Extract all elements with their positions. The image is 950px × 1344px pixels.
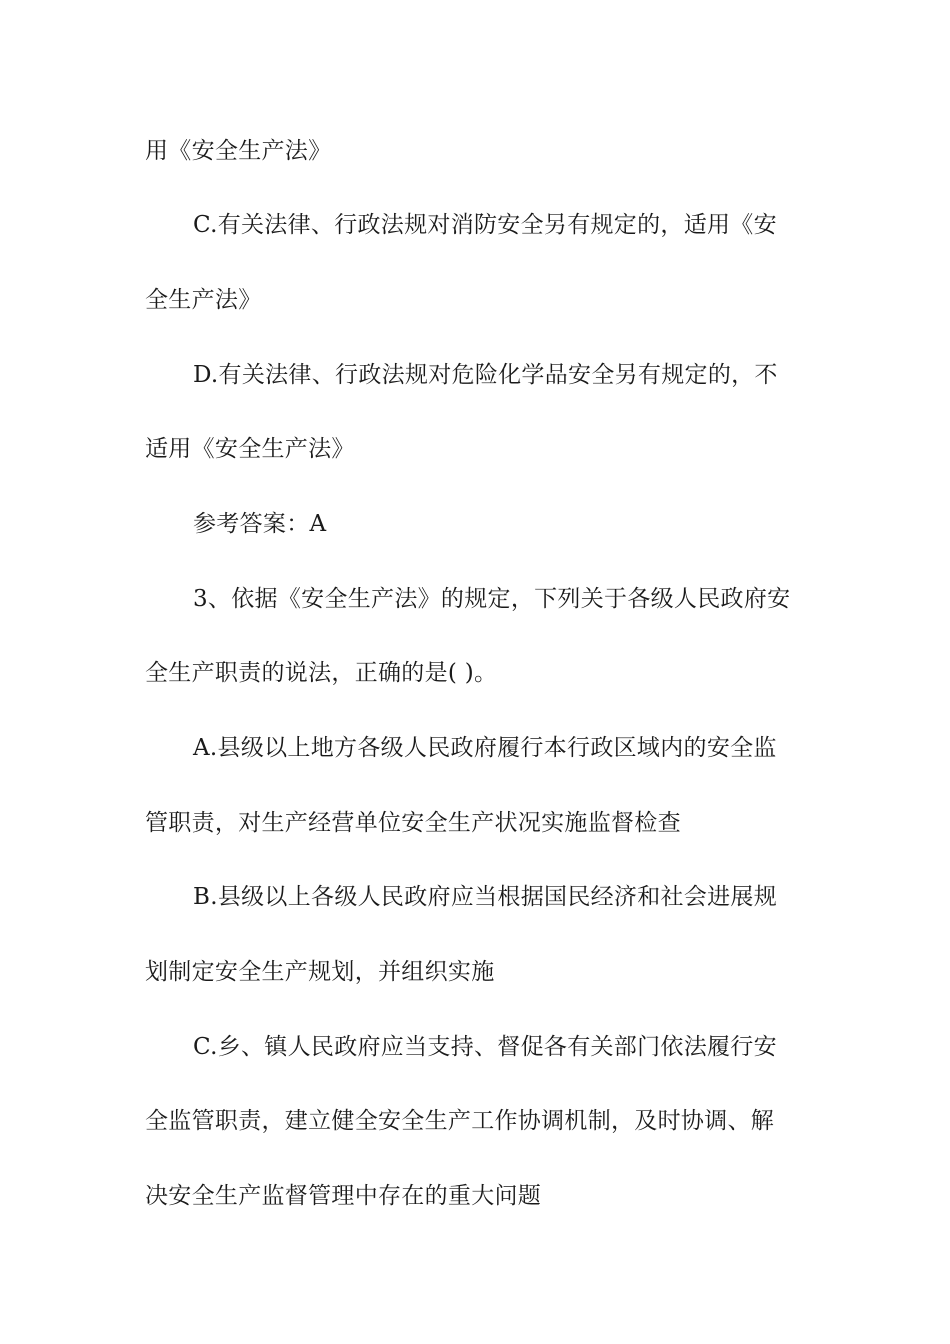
question-line: 3、依据《安全生产法》的规定，下列关于各级人民政府安 <box>193 586 791 612</box>
option-a-line: A.县级以上地方各级人民政府履行本行政区域内的安全监 <box>193 735 777 761</box>
text-line: 划制定安全生产规划，并组织实施 <box>145 959 495 985</box>
text-line: 适用《安全生产法》 <box>145 436 355 462</box>
text-line: 决安全生产监督管理中存在的重大问题 <box>145 1183 542 1209</box>
text-line: 全监管职责，建立健全安全生产工作协调机制，及时协调、解 <box>145 1108 775 1134</box>
option-b-line: B.县级以上各级人民政府应当根据国民经济和社会进展规 <box>193 884 778 910</box>
text-line: 全生产法》 <box>145 287 262 313</box>
option-d-line: D.有关法律、行政法规对危险化学品安全另有规定的，不 <box>193 362 778 388</box>
answer-line: 参考答案：A <box>193 511 327 537</box>
text-line: 全生产职责的说法，正确的是( )。 <box>145 660 498 686</box>
option-c-line: C.有关法律、行政法规对消防安全另有规定的，适用《安 <box>193 212 777 238</box>
text-line: 管职责，对生产经营单位安全生产状况实施监督检查 <box>145 810 681 836</box>
option-c-line: C.乡、镇人民政府应当支持、督促各有关部门依法履行安 <box>193 1034 777 1060</box>
text-line: 用《安全生产法》 <box>145 138 332 164</box>
